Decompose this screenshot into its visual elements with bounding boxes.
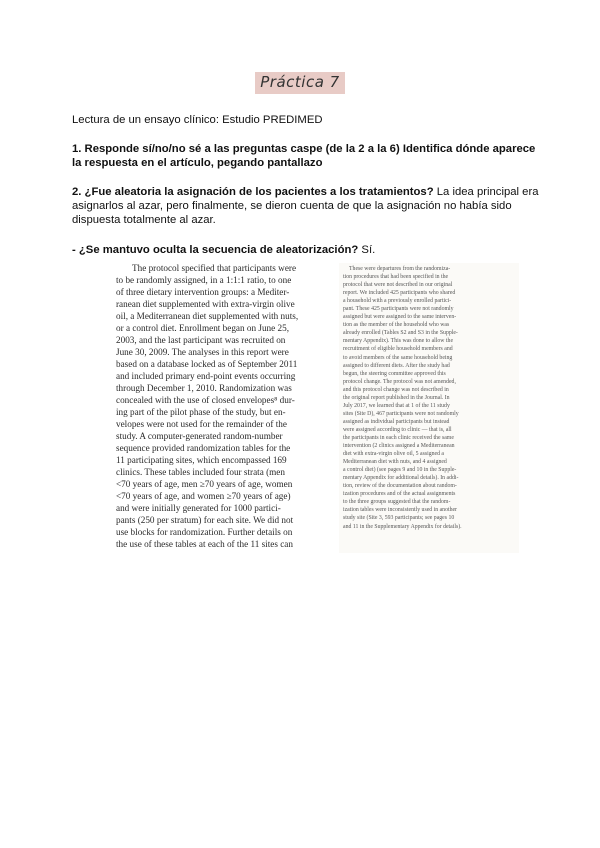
title-wrap	[0, 72, 600, 94]
article-excerpt-right	[339, 263, 519, 553]
question-2	[72, 185, 542, 227]
page-title: Práctica 7	[255, 72, 344, 94]
article-excerpt-left	[116, 262, 322, 550]
question-3-heading: - ¿Se mantuvo oculta la secuencia de aleatorización?	[72, 244, 359, 256]
question-2-heading: 2. ¿Fue aleatoria la asignación de los pacientes a los tratamientos?	[72, 186, 434, 198]
subtitle: Lectura de un ensayo clínico: Estudio PREDIMED	[72, 114, 323, 126]
question-3	[72, 243, 542, 257]
question-2-answer: La idea principal era asignarlos al azar, pero finalmente, se dieron cuenta de que la asignación no había sido dispuesta totalmente al azar.	[72, 186, 539, 226]
excerpt-left-text: The protocol specified that participants were to be randomly assigned, in a 1:1:1 ratio, to one of three dietary intervention groups: a Mediter- ranean diet supplemented with extra-virgin olive oil, a Mediterranean diet supplemented with nuts, or a control diet. Enrollment began on June 25, 2003, and the last participant was recruited on June 30, 2009. The analyses in this report were based on a database locked as of September 2011 and included primary end-point events occurring through December 1, 2010. Randomization was concealed with the use of closed envelopes⁸ dur- ing part of the pilot phase of the study, but en- velopes were not used for the remainder of the study. A computer-generated random-number sequence provided randomization tables for the 11 participating sites, which encompassed 169 clinics. These tables included four strata (men <70 years of age, men ≥70 years of age, women <70 years of age, and women ≥70 years of age) and were initially generated for 1000 partici- pants (250 per stratum) for each site. We did not use blocks for randomization. Further details on the use of these tables at each of the 11 sites can	[116, 263, 299, 549]
question-1: 1. Responde sí/no/no sé a las preguntas caspe (de la 2 a la 6) Identifica dónde aparece la respuesta en el artículo, pegando pantallazo	[72, 143, 536, 169]
excerpt-right-text: These were departures from the randomiza- tion procedures that had been specified in the protocol that were not described in our original report. We included 425 participants who shared a household with a previously enrolled partici- pant. These 425 participants were not randomly assigned but were assigned to the same interven- tion as the member of the household who was already enrolled (Tables S2 and S3 in the Supple- mentary Appendix). This was done to allow the recruitment of eligible household members and to avoid members of the same household being assigned to different diets. After the study had begun, the steering committee approved this protocol change. The protocol was not amended, and this protocol change was not described in the original report published in the Journal. In July 2017, we learned that at 1 of the 11 study sites (Site D), 467 participants were not randomly assigned as individual participants but instead were assigned according to clinic — that is, all the participants in each clinic received the same intervention (2 clinics assigned a Mediterranean diet with extra-virgin olive oil, 5 assigned a Mediterranean diet with nuts, and 4 assigned a control diet) (see pages 9 and 10 in the Supple- mentary Appendix for additional details). In addi- tion, review of the documentation about random- ization procedures and of the actual assignments to the three groups suggested that the random- ization tables were inconsistently used in another study site (Site 3, 593 participants; see pages 10 and 11 in the Supplementary Appendix for details).	[343, 266, 462, 530]
question-3-answer: Sí.	[358, 244, 376, 256]
